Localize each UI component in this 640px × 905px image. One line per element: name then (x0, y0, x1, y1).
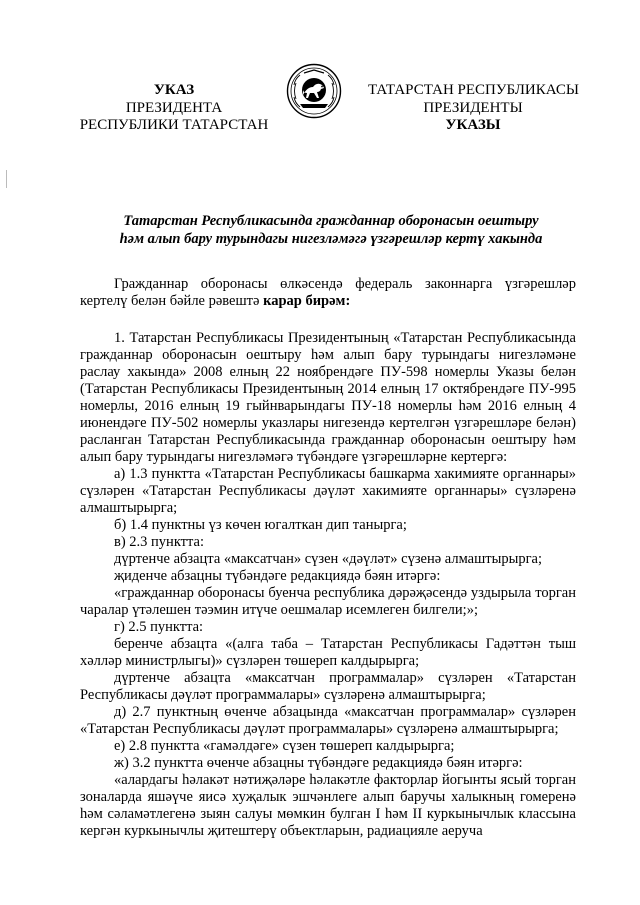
preamble-text: Гражданнар оборонасы өлкәсендә федераль законнарга үзгәрешләр кертелү белән бәйле рәвештә (80, 276, 576, 309)
document-title-line2: һәм алып бару турындагы нигезләмәгә үзгәрешләр кертү хакында (119, 231, 543, 247)
subparagraph-e: е) 2.8 пунктта «гамәлдәге» сүзен төшереп калдырырга; (114, 738, 455, 754)
subparagraph-a: а) 1.3 пунктта «Татарстан Республикасы башкарма хакимияте органнары» сүзләрен «Татарстан Республикасы дәүләт хакимияте органнары» сүзләренә алмаштырырга; (80, 466, 576, 516)
subparagraph-d: д) 2.7 пунктның өченче абзацында «максатчан программалар» сүзләрен «Татарстан Республикасы дәүләт программалары» сүзләренә алмаштырырга; (80, 704, 576, 737)
subparagraph-zh-quote: «алардагы һәлакәт нәтиҗәләре һәлакәтле факторлар йогынты ясый торган зоналарда яшәүче яисә хуҗалык эшчәнлеге алып баручы халыкның гомеренә һәм сәламәтлегенә зыян салуы мөмкин булган I һәм II куркынычлык классына кергән куркынычлы җитештерү объектларын, радиацияле аеруча (80, 772, 576, 839)
header-right-line2: ПРЕЗИДЕНТЫ (423, 99, 523, 116)
preamble (80, 276, 576, 310)
subparagraph-g-item-1: беренче абзацта «(алга таба – Татарстан Республикасы Гадәттән тыш хәлләр министрлыгы)» сүзләрен төшереп калдырырга; (80, 636, 576, 669)
header-left-russian (76, 82, 272, 135)
paragraph-1: 1. Татарстан Республикасы Президентының «Татарстан Республикасында гражданнар оборонасын оештыру һәм алып бару турындагы нигезләмәне раслау хакында» 2008 елның 22 ноябрендәге ПУ-598 номерлы Указы белән (Татарстан Республикасы Президентының 2014 елның 17 октябрендәге ПУ-995 номерлы, 2016 елның 19 гыйнварындагы ПУ-18 номерлы һәм 2016 елның 4 июнендәге ПУ-502 номерлы указлары нигезендә кертелгән үзгәрешләре белән) расланган Татарстан Республикасында гражданнар оборонасын оештыру һәм алып бару турындагы нигезләмәгә түбәндәге үзгәрешләрне кертергә: (80, 330, 576, 465)
header-left-line2: ПРЕЗИДЕНТА (125, 99, 223, 116)
document-title-line1: Татарстан Республикасында гражданнар оборонасын оештыру (123, 213, 539, 229)
header-right-line3: УКАЗЫ (445, 117, 501, 133)
subparagraph-v: в) 2.3 пунктта: (114, 534, 204, 550)
subparagraph-zh: ж) 3.2 пунктта өченче абзацны түбәндәге редакциядә бәян итәргә: (114, 755, 523, 771)
document-title (86, 212, 576, 248)
subparagraph-v-quote: «гражданнар оборонасы буенча республика дәрәҗәсендә уздырыла торган чаралар үтәлешен тәэмин итүче оешмалар исемлеген билгели;»; (80, 585, 576, 618)
header-right-tatar (368, 82, 578, 135)
subparagraph-g-item-2: дүртенче абзацта «максатчан программалар» сүзләрен «Татарстан Республикасы дәүләт программалары» сүзләренә алмаштырырга; (80, 670, 576, 703)
subparagraph-v-item-1: дүртенче абзацта «максатчан» сүзен «дәүләт» сүзенә алмаштырырга; (114, 551, 543, 567)
preamble-colon: : (345, 293, 351, 309)
subparagraph-b: б) 1.4 пунктны үз көчен югалткан дип танырга; (114, 517, 407, 533)
subparagraph-v-item-2: җиденче абзацны түбәндәге редакциядә бәян итәргә: (114, 568, 441, 584)
scan-margin-mark (6, 170, 7, 188)
preamble-decision: карар бирәм (263, 293, 346, 309)
document-body (80, 276, 576, 840)
header-right-line1: ТАТАРСТАН РЕСПУБЛИКАСЫ (368, 82, 579, 98)
header-left-line1: УКАЗ (153, 82, 195, 98)
tatarstan-coat-of-arms-icon (286, 63, 342, 119)
subparagraph-g: г) 2.5 пунктта: (114, 619, 204, 635)
header-left-line3: РЕСПУБЛИКИ ТАТАРСТАН (79, 117, 269, 133)
